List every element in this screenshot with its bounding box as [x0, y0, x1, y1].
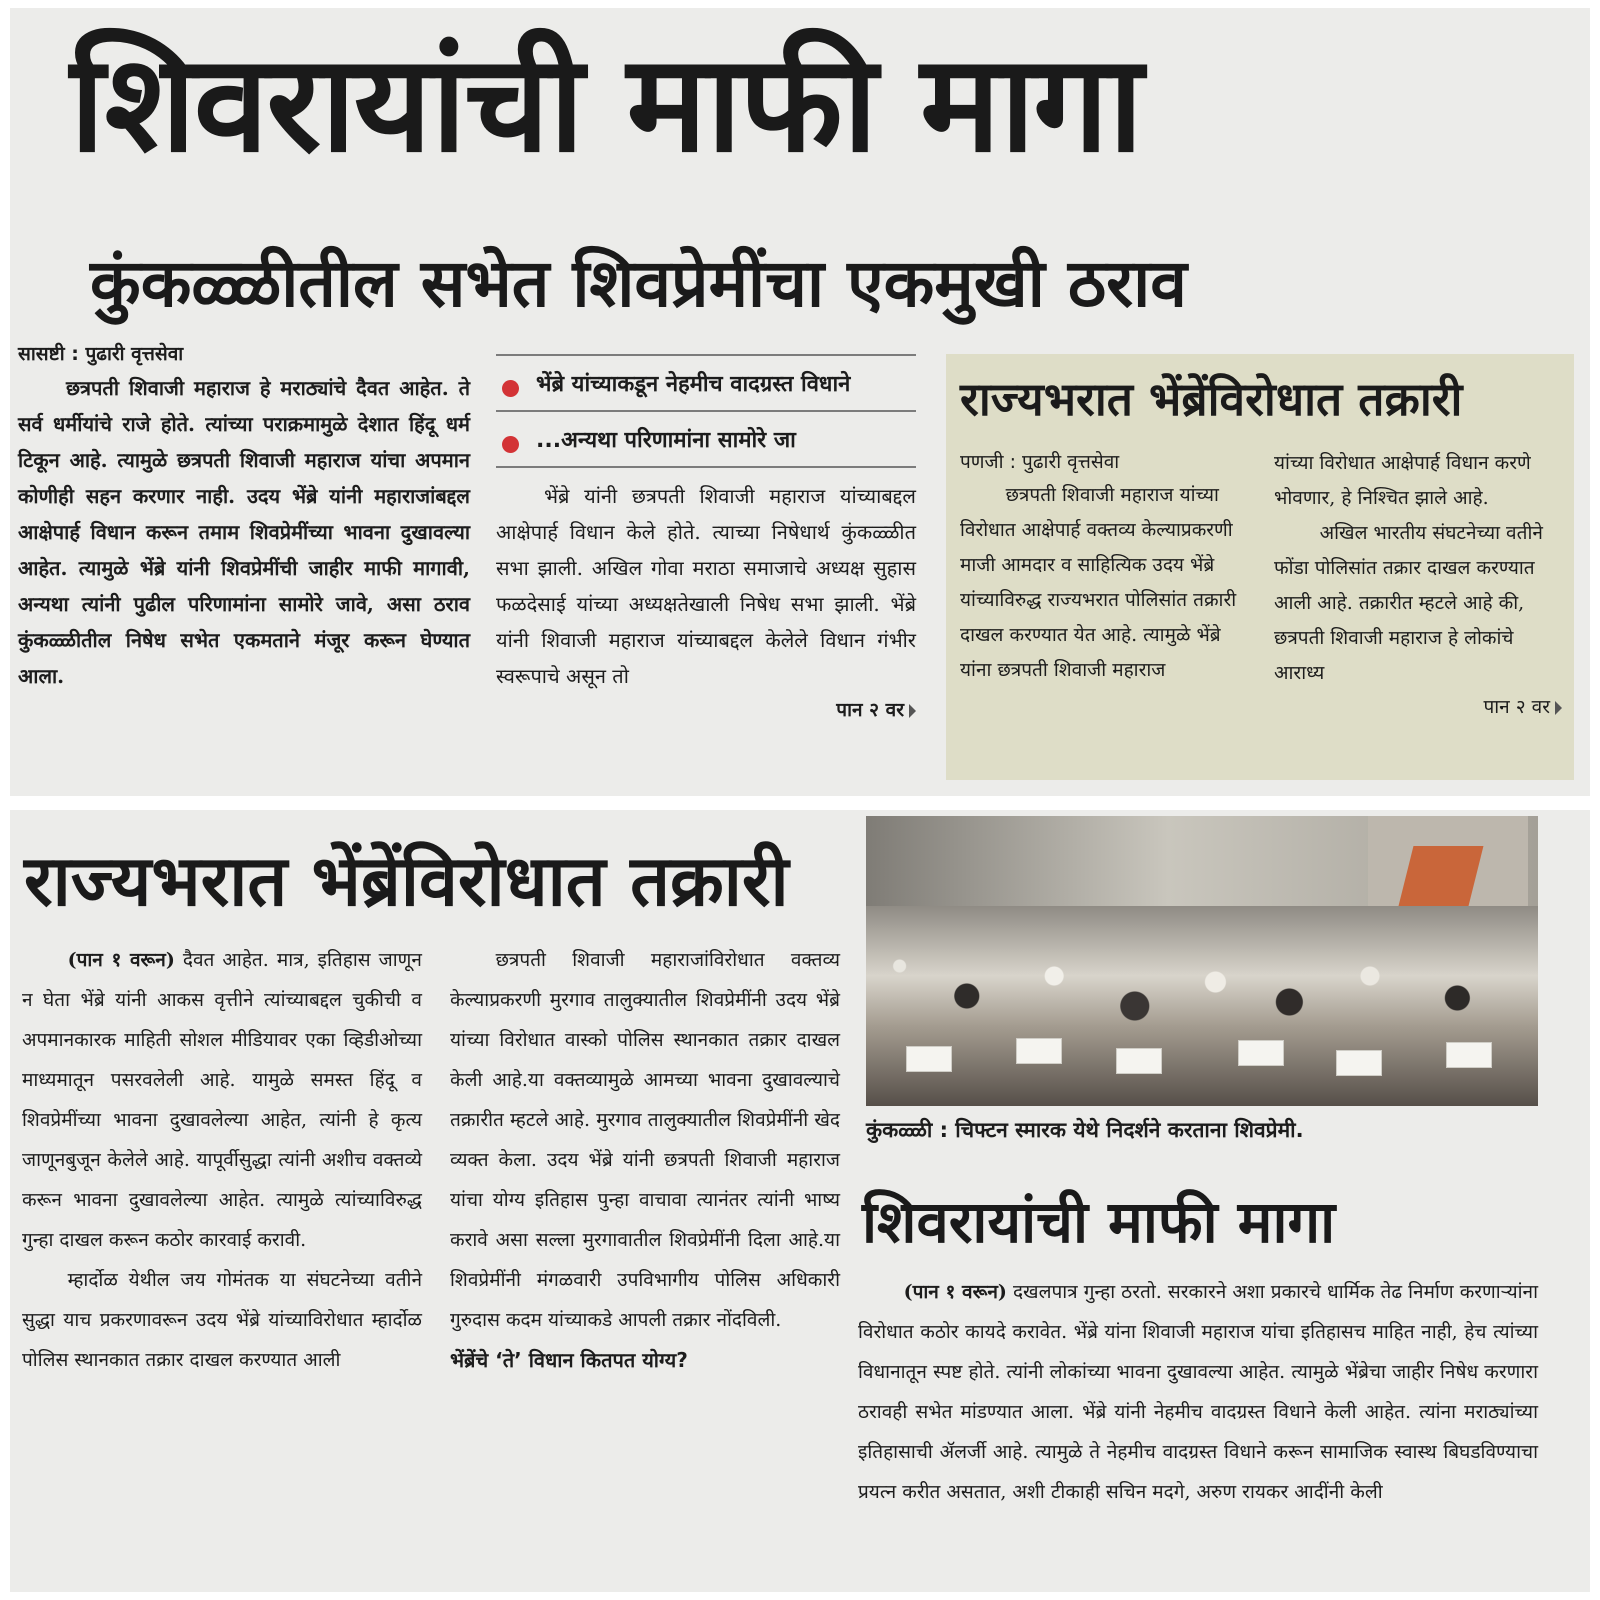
front-left-column — [18, 338, 470, 694]
bullet-point-1 — [496, 366, 916, 404]
lead-marker: (पान १ वरून) — [903, 1281, 1007, 1303]
divider — [496, 466, 916, 468]
continued-label: पान २ वर — [1483, 696, 1550, 718]
sidebar-body-3: अखिल भारतीय संघटनेच्या वतीने फोंडा पोलिसांत तक्रार दाखल करण्यात आली आहे. तक्रारीत म्हटले आहे की, छत्रपती शिवाजी महाराज हे लोकांचे आराध्य — [1274, 522, 1543, 684]
inner-headline-2: शिवरायांची माफी मागा — [862, 1188, 1336, 1256]
front-middle-body: भेंब्रे यांनी छत्रपती शिवाजी महाराज यांच्याबद्दल आक्षेपार्ह विधान केले होते. त्याच्या निषेधार्थ कुंकळ्ळीत सभा झाली. अखिल गोवा मराठा समाजाचे अध्यक्ष सुहास फळदेसाई यांच्या अध्यक्षतेखाली निषेध सभा झाली. भेंब्रे यांनी शिवाजी महाराज यांच्याबद्दल केलेले विधान गंभीर स्वरूपाचे असून तो — [496, 484, 916, 688]
continued-marker[interactable] — [496, 694, 916, 726]
inner-body-2: म्हार्दोळ येथील जय गोमंतक या संघटनेच्या वतीने सुद्धा याच प्रकरणावरून उदय भेंब्रे यांच्याविरोधात म्हार्दोळ पोलिस स्थानकात तक्रार दाखल करण्यात आली — [22, 1269, 422, 1371]
main-headline: शिवरायांची माफी मागा — [70, 26, 1142, 182]
inner-body-1: दैवत आहेत. मात्र, इतिहास जाणून न घेता भेंब्रे यांनी आकस वृत्तीने त्यांच्याबद्दल चुकीची व अपमानकारक माहिती सोशल मीडियावर एका व्हिडीओच्या माध्यमातून पसरवलेली आहे. यामुळे समस्त हिंदू व शिवप्रेमींच्या भावना दुखावलेल्या आहेत, त्यांनी हे कृत्य जाणूनबुजून केलेले आहे. यापूर्वीसुद्धा त्यांनी अशीच वक्तव्ये करून भावना दुखावलेल्या आहेत. त्यामुळे त्यांच्याविरुद्ध गुन्हा दाखल करून कठोर कारवाई करावी. — [22, 949, 422, 1251]
front-page-clipping — [10, 8, 1590, 796]
sidebar-body-1: छत्रपती शिवाजी महाराज यांच्या विरोधात आक्षेपार्ह वक्तव्य केल्याप्रकरणी माजी आमदार व साहित्यिक उदय भेंब्रे यांच्याविरुद्ध राज्यभरात पोलिसांत तक्रारी दाखल करण्यात येत आहे. त्यामुळे भेंब्रे यांना छत्रपती शिवाजी महाराज — [960, 484, 1237, 681]
sidebar-dateline: पणजी : पुढारी वृत्तसेवा — [960, 451, 1120, 473]
saffron-flag — [1399, 846, 1484, 906]
bullet-point-2 — [496, 422, 916, 460]
placard — [1336, 1050, 1382, 1076]
divider — [496, 410, 916, 412]
sidebar-story — [946, 354, 1574, 780]
inner-page-clipping — [10, 810, 1590, 1592]
inner-body-4: दखलपात्र गुन्हा ठरतो. सरकारने अशा प्रकारचे धार्मिक तेढ निर्माण करणाऱ्यांना विरोधात कठोर कायदे करावेत. भेंब्रे यांना शिवाजी महाराज यांचा इतिहासच माहित नाही, हेच त्यांच्या विधानातून स्पष्ट होते. त्यांनी लोकांच्या भावना दुखावल्या आहेत. त्यामुळे भेंब्रेचा जाहीर निषेध करणारा ठरावही सभेत मांडण्यात आला. भेंब्रे यांनी नेहमीच वादग्रस्त विधाने केली आहेत. त्यांना मराठ्यांच्या इतिहासाची ॲलर्जी आहे. त्यामुळे ते नेहमीच वादग्रस्त विधाने करून सामाजिक स्वास्थ बिघडविण्याचा प्रयत्न करीत असतात, अशी टीकाही सचिन मदगे, अरुण रायकर आदींनी केली — [858, 1281, 1538, 1503]
triangle-right-icon — [1555, 701, 1562, 715]
placard — [1238, 1040, 1284, 1066]
inner-body-3: छत्रपती शिवाजी महाराजांविरोधात वक्तव्य केल्याप्रकरणी मुरगाव तालुक्यातील शिवप्रेमींनी उदय भेंब्रे यांच्या विरोधात वास्को पोलिस स्थानकात तक्रार दाखल केली आहे.या वक्तव्यामुळे आमच्या भावना दुखावल्याचे तक्रारीत म्हटले आहे. मुरगाव तालुक्यातील शिवप्रेमींनी खेद व्यक्त केला. उदय भेंब्रे यांनी छत्रपती शिवाजी महाराज यांचा योग्य इतिहास पुन्हा वाचावा त्यानंतर त्यांनी भाष्य करावे असा सल्ला मुरगावातील शिवप्रेमींनी दिला आहे.या शिवप्रेमींनी मंगळवारी उपविभागीय पोलिस अधिकारी गुरुदास कदम यांच्याकडे आपली तक्रार नोंदविली. — [450, 949, 840, 1331]
sidebar-columns — [960, 446, 1562, 723]
triangle-right-icon — [909, 704, 916, 718]
bullet-text: भेंब्रे यांच्याकडून नेहमीच वादग्रस्त विधाने — [536, 372, 851, 397]
inner-column-2 — [450, 940, 840, 1380]
red-dot-icon — [502, 380, 519, 397]
front-body-text: छत्रपती शिवाजी महाराज हे मराठ्यांचे दैवत आहेत. ते सर्व धर्मीयांचे राजे होते. त्यांच्या पराक्रमामुळे देशात हिंदू धर्म टिकून आहे. त्यामुळे छत्रपती शिवाजी महाराज यांचा अपमान कोणीही सहन करणार नाही. उदय भेंब्रे यांनी महाराजांबद्दल आक्षेपार्ह विधान करून तमाम शिवप्रेमींच्या भावना दुखावल्या आहेत. त्यामुळे भेंब्रे यांनी शिवप्रेमींची जाहीर माफी मागावी, अन्यथा त्यांनी पुढील परिणामांना सामोरे जावे, असा ठराव कुंकळ्ळीतील निषेध सभेत एकमताने मंजूर करून घेण्यात आला. — [18, 376, 470, 688]
sidebar-body-2: यांच्या विरोधात आक्षेपार्ह विधान करणे भोवणार, हे निश्चित झाले आहे. — [1274, 452, 1531, 509]
sidebar-column-1 — [960, 446, 1248, 723]
placard — [1016, 1038, 1062, 1064]
bullet-text: ...अन्यथा परिणामांना सामोरे जा — [536, 428, 796, 453]
inner-headline: राज्यभरात भेंब्रेंविरोधात तक्रारी — [24, 840, 789, 922]
placard — [1116, 1048, 1162, 1074]
front-dateline: सासष्टी : पुढारी वृत्तसेवा — [18, 343, 184, 365]
sidebar-column-2 — [1274, 446, 1562, 723]
front-middle-column — [496, 348, 916, 726]
inner-column-1 — [22, 940, 422, 1380]
placard — [906, 1046, 952, 1072]
divider — [496, 354, 916, 356]
continued-label: पान २ वर — [836, 699, 904, 721]
inner-column-3 — [858, 1272, 1538, 1512]
red-dot-icon — [502, 436, 519, 453]
photo-caption: कुंकळ्ळी : चिफ्टन स्मारक येथे निदर्शने करताना शिवप्रेमी. — [866, 1118, 1304, 1142]
main-subheadline: कुंकळ्ळीतील सभेत शिवप्रेमींचा एकमुखी ठराव — [90, 245, 1187, 322]
inner-subhead: भेंब्रेंचे ‘ते’ विधान कितपत योग्य? — [450, 1348, 688, 1372]
protest-photo — [866, 816, 1538, 1106]
photo-crowd — [866, 906, 1538, 1106]
sidebar-continued-marker[interactable] — [1274, 691, 1562, 723]
sidebar-headline: राज्यभरात भेंब्रेंविरोधात तक्रारी — [960, 372, 1463, 426]
lead-marker: (पान १ वरून) — [67, 949, 175, 971]
placard — [1446, 1042, 1492, 1068]
